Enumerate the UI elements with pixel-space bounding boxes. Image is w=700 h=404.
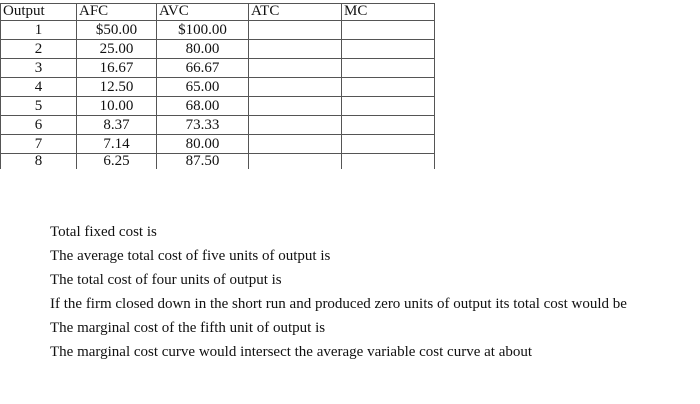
cell-atc (249, 21, 342, 40)
table-body (1, 21, 435, 170)
cell-atc (249, 78, 342, 97)
cell-output: 6 (1, 116, 77, 135)
table-row (1, 135, 435, 154)
cell-avc: $100.00 (157, 21, 249, 40)
cell-avc: 68.00 (157, 97, 249, 116)
table-row (1, 59, 435, 78)
cell-afc: 8.37 (77, 116, 157, 135)
cell-mc (342, 21, 435, 40)
cell-avc: 65.00 (157, 78, 249, 97)
cell-mc (342, 154, 435, 170)
cell-output: 3 (1, 59, 77, 78)
table-header (1, 4, 435, 21)
cell-output: 2 (1, 40, 77, 59)
question-total-cost: The total cost of four units of output is (50, 272, 282, 288)
cell-mc (342, 116, 435, 135)
cell-avc: 80.00 (157, 135, 249, 154)
cell-afc: 12.50 (77, 78, 157, 97)
cell-afc: 16.67 (77, 59, 157, 78)
cell-afc: 10.00 (77, 97, 157, 116)
table-row (1, 97, 435, 116)
cell-avc: 73.33 (157, 116, 249, 135)
header-output: Output (1, 4, 77, 21)
cell-atc (249, 97, 342, 116)
question-average-total-cost: The average total cost of five units of output is (50, 248, 331, 264)
cell-atc (249, 116, 342, 135)
cell-mc (342, 59, 435, 78)
cell-afc: 25.00 (77, 40, 157, 59)
cell-output: 5 (1, 97, 77, 116)
cell-atc (249, 135, 342, 154)
cell-output: 8 (1, 154, 77, 170)
cell-output: 4 (1, 78, 77, 97)
cost-table (0, 3, 435, 169)
table-row (1, 154, 435, 170)
question-total-fixed-cost: Total fixed cost is (50, 224, 157, 240)
cell-output: 7 (1, 135, 77, 154)
table-row (1, 21, 435, 40)
cell-output: 1 (1, 21, 77, 40)
cell-afc: 7.14 (77, 135, 157, 154)
cell-afc: 6.25 (77, 154, 157, 170)
question-mc-avc-intersection: The marginal cost curve would intersect the average variable cost curve at about (50, 344, 533, 360)
cell-atc (249, 40, 342, 59)
cell-avc: 80.00 (157, 40, 249, 59)
cell-atc (249, 154, 342, 170)
cell-afc: $50.00 (77, 21, 157, 40)
question-shutdown-cost: If the firm closed down in the short run and produced zero units of output its total cost would be (50, 296, 627, 312)
cell-avc: 66.67 (157, 59, 249, 78)
question-list (50, 222, 627, 366)
cell-atc (249, 59, 342, 78)
cell-mc (342, 40, 435, 59)
header-atc: ATC (249, 4, 342, 21)
cell-mc (342, 78, 435, 97)
table-row (1, 116, 435, 135)
question-marginal-cost: The marginal cost of the fifth unit of output is (50, 320, 326, 336)
table-row (1, 40, 435, 59)
cell-mc (342, 97, 435, 116)
header-mc: MC (342, 4, 435, 21)
header-afc: AFC (77, 4, 157, 21)
cell-mc (342, 135, 435, 154)
table-row (1, 78, 435, 97)
cell-avc: 87.50 (157, 154, 249, 170)
header-row (1, 4, 435, 21)
header-avc: AVC (157, 4, 249, 21)
